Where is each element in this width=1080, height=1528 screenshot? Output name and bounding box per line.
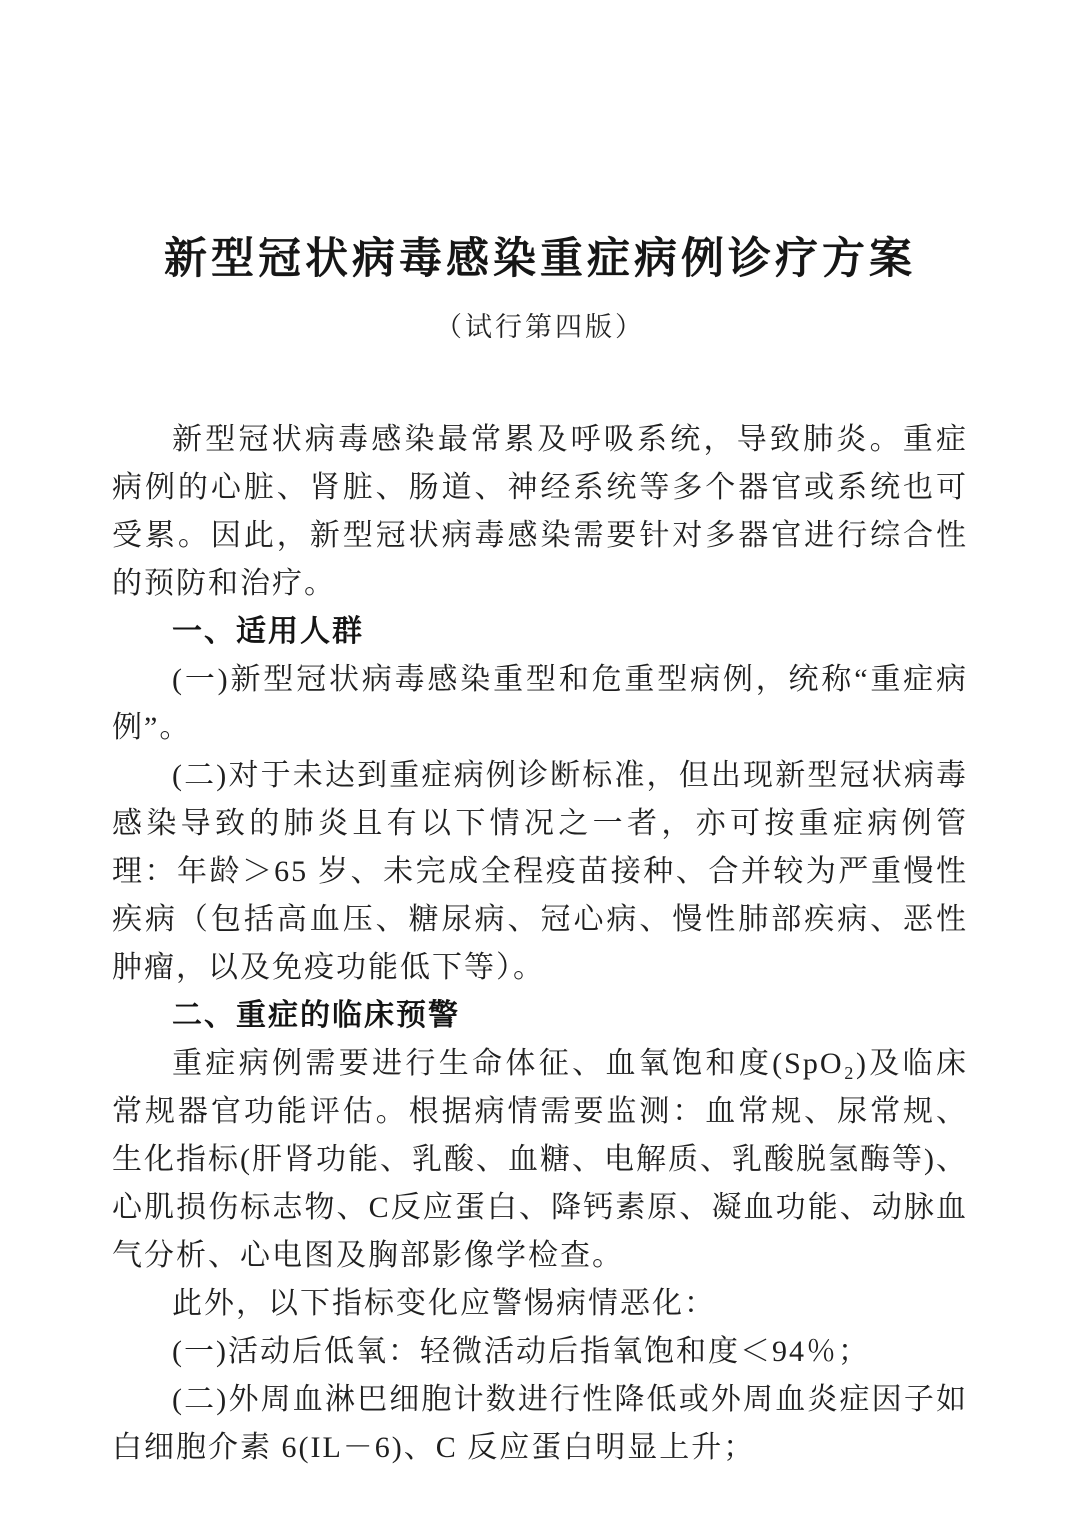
document-body xyxy=(0,416,1080,1472)
section-2-heading: 二、重症的临床预警 xyxy=(172,999,460,1032)
warning-intro-paragraph: 此外，以下指标变化应警惕病情恶化： xyxy=(172,1287,716,1320)
monitoring-paragraph: 重症病例需要进行生命体征、血氧饱和度(SpO₂)及临床常规器官功能评估。根据病情需要监测：血常规、尿常规、生化指标(肝肾功能、乳酸、血糖、电解质、乳酸脱氢酶等)、心肌损伤标志物、C反应蛋白、降钙素原、凝血功能、动脉血气分析、心电图及胸部影像学检查。 xyxy=(112,1047,968,1272)
section-1-item-1: (一)新型冠状病毒感染重型和危重型病例，统称“重症病例”。 xyxy=(112,663,968,744)
warning-item-2: (二)外周血淋巴细胞计数进行性降低或外周血炎症因子如白细胞介素 6(IL－6)、C 反应蛋白明显上升； xyxy=(112,1383,968,1464)
intro-paragraph: 新型冠状病毒感染最常累及呼吸系统，导致肺炎。重症病例的心脏、肾脏、肠道、神经系统等多个器官或系统也可受累。因此，新型冠状病毒感染需要针对多器官进行综合性的预防和治疗。 xyxy=(112,423,968,600)
warning-item-1: (一)活动后低氧：轻微活动后指氧饱和度＜94％； xyxy=(172,1335,870,1368)
section-1-item-2: (二)对于未达到重症病例诊断标准，但出现新型冠状病毒感染导致的肺炎且有以下情况之一者，亦可按重症病例管理：年龄＞65 岁、未完成全程疫苗接种、合并较为严重慢性疾病（包括高血压、糖尿病、冠心病、慢性肺部疾病、恶性肿瘤，以及免疫功能低下等）。 xyxy=(112,759,968,984)
document-title: 新型冠状病毒感染重症病例诊疗方案 xyxy=(164,236,916,283)
document-subtitle: （试行第四版） xyxy=(435,312,645,342)
section-1-heading: 一、适用人群 xyxy=(172,615,364,648)
